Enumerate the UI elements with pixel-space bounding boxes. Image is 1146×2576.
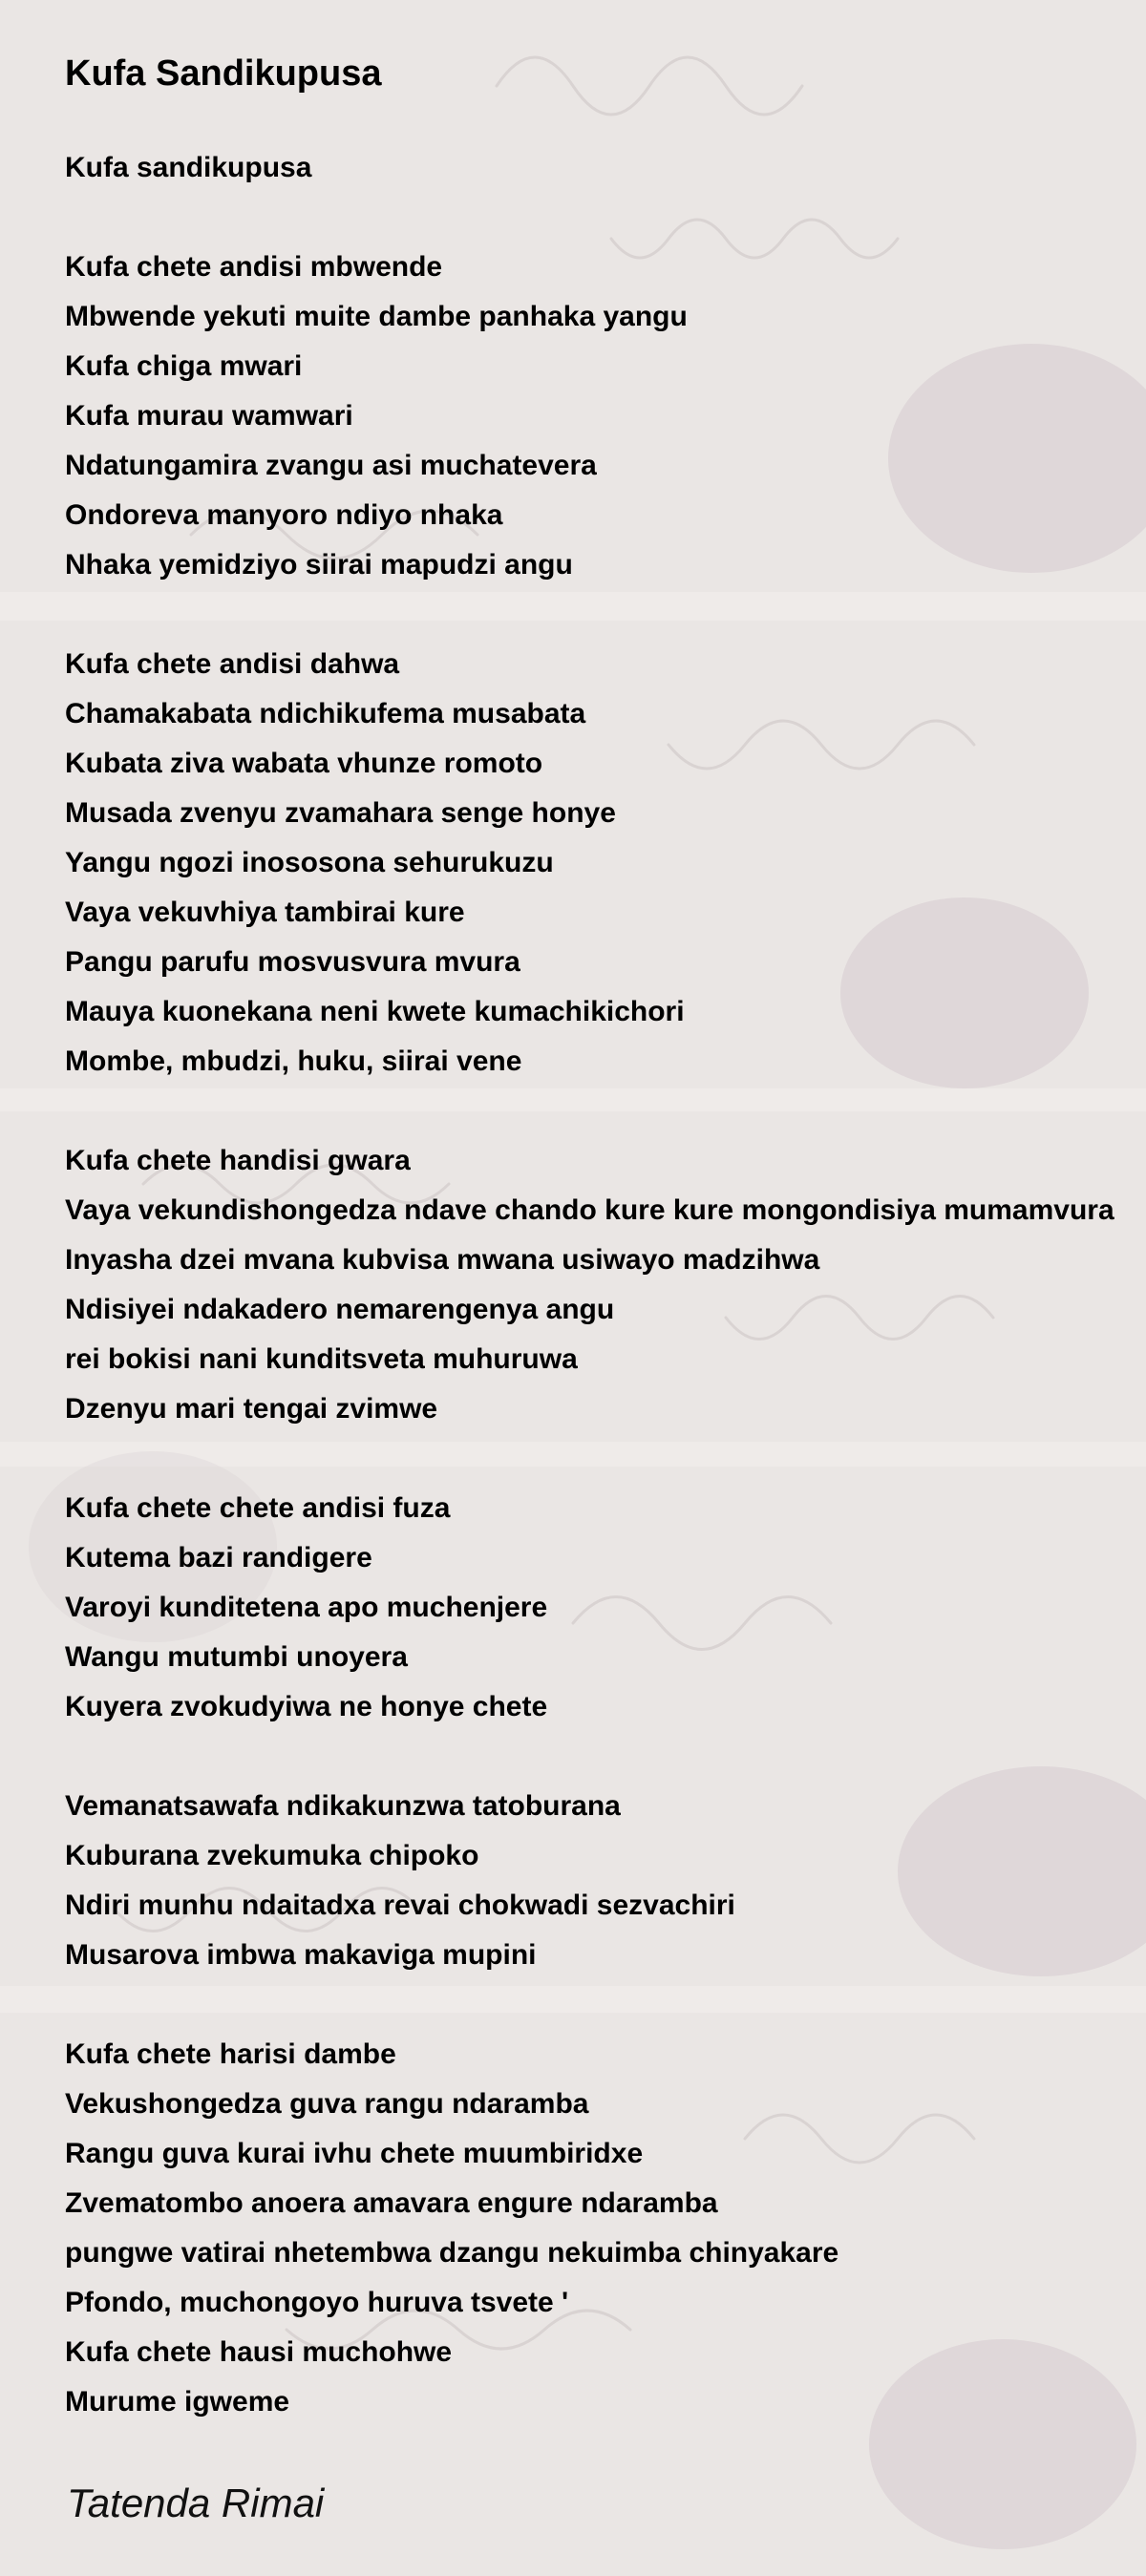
poem-line: Zvematombo anoera amavara engure ndaramba [65,2187,718,2219]
poem-line: pungwe vatirai nhetembwa dzangu nekuimba chinyakare [65,2237,839,2269]
poem-stanza [65,2030,1146,2427]
poem-line: Kuyera zvokudyiwa ne honye chete [65,1691,548,1722]
poem-line: Kufa chete harisi dambe [65,2038,396,2070]
poem-line: rei bokisi nani kunditsveta muhuruwa [65,1343,578,1375]
poem-line: Rangu guva kurai ivhu chete muumbiridxe [65,2138,644,2169]
poem-title: Kufa Sandikupusa [65,53,382,94]
poem-line: Inyasha dzei mvana kubvisa mwana usiwayo madzihwa [65,1244,820,1276]
poem-line: Kufa chete andisi mbwende [65,251,443,283]
poem-body [65,143,1146,2427]
poem-line: Kuburana zvekumuka chipoko [65,1840,479,1871]
poem-line: Kubata ziva wabata vhunze romoto [65,748,543,779]
poem-stanza [65,1484,1146,1732]
poem-line: Pfondo, muchongoyo huruva tsvete ' [65,2287,569,2318]
poem-stanza [65,640,1146,1087]
poem-author: Tatenda Rimai [67,2481,325,2525]
poem-line: Kufa chete andisi dahwa [65,648,400,680]
poem-line: Mbwende yekuti muite dambe panhaka yangu [65,301,688,332]
poem-line: Musarova imbwa makaviga mupini [65,1939,537,1971]
poem-line: Musada zvenyu zvamahara senge honye [65,797,616,829]
poem-line: Nhaka yemidziyo siirai mapudzi angu [65,549,573,581]
poem-line: Kufa chete hausi muchohwe [65,2336,453,2368]
poem-line: Dzenyu mari tengai zvimwe [65,1393,438,1425]
poem-line: Kufa chete chete andisi fuza [65,1492,451,1524]
poem-line: Kutema bazi randigere [65,1542,372,1573]
poem-line: Murume igweme [65,2386,290,2418]
poem-line: Ndisiyei ndakadero nemarengenya angu [65,1294,615,1325]
poem-line: Yangu ngozi inososona sehurukuzu [65,847,554,878]
poem-line: Vaya vekundishongedza ndave chando kure kure mongondisiya mumamvura [65,1194,1114,1226]
poem-stanza [65,243,1146,590]
poem-line: Vaya vekuvhiya tambirai kure [65,897,465,928]
poem-line: Vekushongedza guva rangu ndaramba [65,2088,589,2120]
poem-stanza [65,1136,1146,1434]
poem-line: Kufa chete handisi gwara [65,1145,411,1176]
poem-line: Mauya kuonekana neni kwete kumachikichori [65,996,685,1027]
poem-line: Chamakabata ndichikufema musabata [65,698,586,729]
poem-line: Kufa sandikupusa [65,152,312,183]
poem-stanza [65,1782,1146,1980]
poem-line: Vemanatsawafa ndikakunzwa tatoburana [65,1790,621,1822]
poem-line: Mombe, mbudzi, huku, siirai vene [65,1045,522,1077]
poem-line: Wangu mutumbi unoyera [65,1641,408,1673]
poem-line: Ndiri munhu ndaitadxa revai chokwadi sezvachiri [65,1890,735,1921]
poem-stanza [65,143,1146,193]
poem-page [65,0,1146,2576]
poem-line: Ondoreva manyoro ndiyo nhaka [65,499,503,531]
poem-line: Kufa chiga mwari [65,350,303,382]
poem-line: Varoyi kunditetena apo muchenjere [65,1592,548,1623]
poem-line: Kufa murau wamwari [65,400,353,432]
poem-line: Pangu parufu mosvusvura mvura [65,946,520,978]
poem-line: Ndatungamira zvangu asi muchatevera [65,450,597,481]
